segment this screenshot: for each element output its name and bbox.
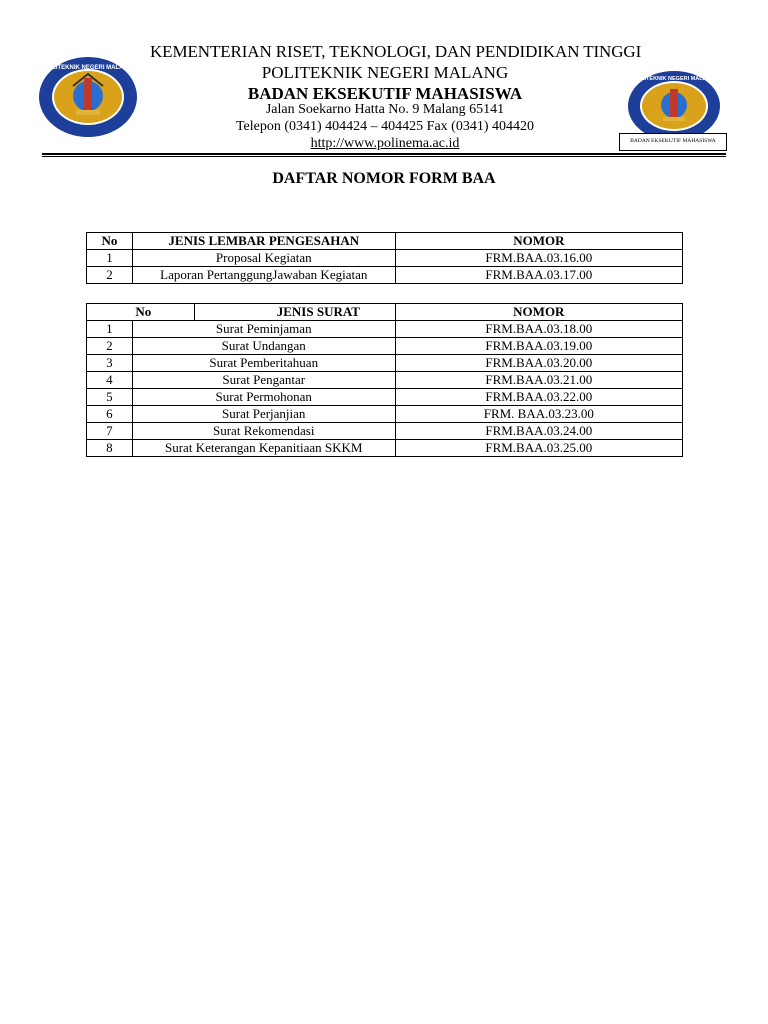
header-jenis: JENIS LEMBAR PENGESAHAN: [132, 233, 395, 250]
cell-nomor: FRM.BAA.03.17.00: [395, 267, 682, 284]
table-row: [87, 250, 683, 267]
table-header-row: [87, 304, 683, 321]
table-row: [87, 338, 683, 355]
cell-no: 2: [87, 267, 133, 284]
cell-jenis: Laporan PertanggungJawaban Kegiatan: [132, 267, 395, 284]
cell-no: 2: [87, 338, 133, 355]
cell-nomor: FRM.BAA.03.19.00: [395, 338, 682, 355]
cell-no: 7: [87, 423, 133, 440]
header-divider: [42, 153, 726, 155]
table-row: [87, 406, 683, 423]
ministry-line: KEMENTERIAN RISET, TEKNOLOGI, DAN PENDIDIKAN TINGGI: [150, 42, 642, 61]
cell-jenis: Surat Keterangan Kepanitiaan SKKM: [132, 440, 395, 457]
cell-no: 4: [87, 372, 133, 389]
cell-no: 5: [87, 389, 133, 406]
cell-no: 1: [87, 250, 133, 267]
logo-caption: BADAN EKSEKUTIF MAHASISWA: [619, 133, 727, 151]
cell-jenis: Surat Permohonan: [132, 389, 395, 406]
header-jenis-label: JENIS SURAT: [276, 304, 360, 319]
cell-jenis: Surat Rekomendasi: [132, 423, 395, 440]
cell-nomor: FRM.BAA.03.22.00: [395, 389, 682, 406]
table-row: [87, 321, 683, 338]
cell-nomor: FRM.BAA.03.24.00: [395, 423, 682, 440]
phone-line: Telepon (0341) 404424 – 404425 Fax (0341) 404420: [235, 119, 535, 134]
cell-nomor: FRM.BAA.03.16.00: [395, 250, 682, 267]
table-row: [87, 267, 683, 284]
cell-jenis: Surat Pengantar: [132, 372, 395, 389]
table-row: [87, 372, 683, 389]
header-split-line: [194, 304, 195, 320]
address-line: Jalan Soekarno Hatta No. 9 Malang 65141: [265, 102, 505, 117]
cell-jenis: Surat Peminjaman: [132, 321, 395, 338]
cell-jenis: Surat Perjanjian: [132, 406, 395, 423]
table-row: [87, 355, 683, 372]
pengesahan-table: [86, 232, 683, 284]
cell-nomor: FRM.BAA.03.21.00: [395, 372, 682, 389]
cell-nomor: FRM.BAA.03.20.00: [395, 355, 682, 372]
cell-no: 6: [87, 406, 133, 423]
organization-line: BADAN EKSEKUTIF MAHASISWA: [247, 84, 523, 103]
institution-line: POLITEKNIK NEGERI MALANG: [261, 63, 509, 82]
surat-table: [86, 303, 683, 457]
logo-left-ring-text: POLITEKNIK NEGERI MALANG: [43, 65, 133, 71]
website-link[interactable]: http://www.polinema.ac.id: [310, 136, 460, 151]
cell-nomor: FRM.BAA.03.25.00: [395, 440, 682, 457]
header-nomor: NOMOR: [395, 304, 682, 321]
header-no: No: [87, 233, 133, 250]
cell-jenis: Proposal Kegiatan: [132, 250, 395, 267]
cell-no: 8: [87, 440, 133, 457]
header-divider-thin: [42, 156, 726, 157]
polinema-logo-left: [38, 56, 138, 138]
cell-nomor: FRM. BAA.03.23.00: [395, 406, 682, 423]
cell-no: 3: [87, 355, 133, 372]
header-nomor: NOMOR: [395, 233, 682, 250]
table-row: [87, 423, 683, 440]
header-no-label: No: [135, 304, 152, 319]
cell-jenis: Surat Undangan: [132, 338, 395, 355]
logo-right-ring-text: POLITEKNIK NEGERI MALANG: [633, 76, 715, 82]
letterhead: [0, 40, 768, 156]
table-row: [87, 389, 683, 406]
table-header-row: [87, 233, 683, 250]
cell-jenis: Surat Pemberitahuan: [132, 355, 395, 372]
document-title: DAFTAR NOMOR FORM BAA: [272, 170, 496, 187]
table-row: [87, 440, 683, 457]
cell-nomor: FRM.BAA.03.18.00: [395, 321, 682, 338]
header-jenis: [132, 304, 395, 321]
cell-no: 1: [87, 321, 133, 338]
